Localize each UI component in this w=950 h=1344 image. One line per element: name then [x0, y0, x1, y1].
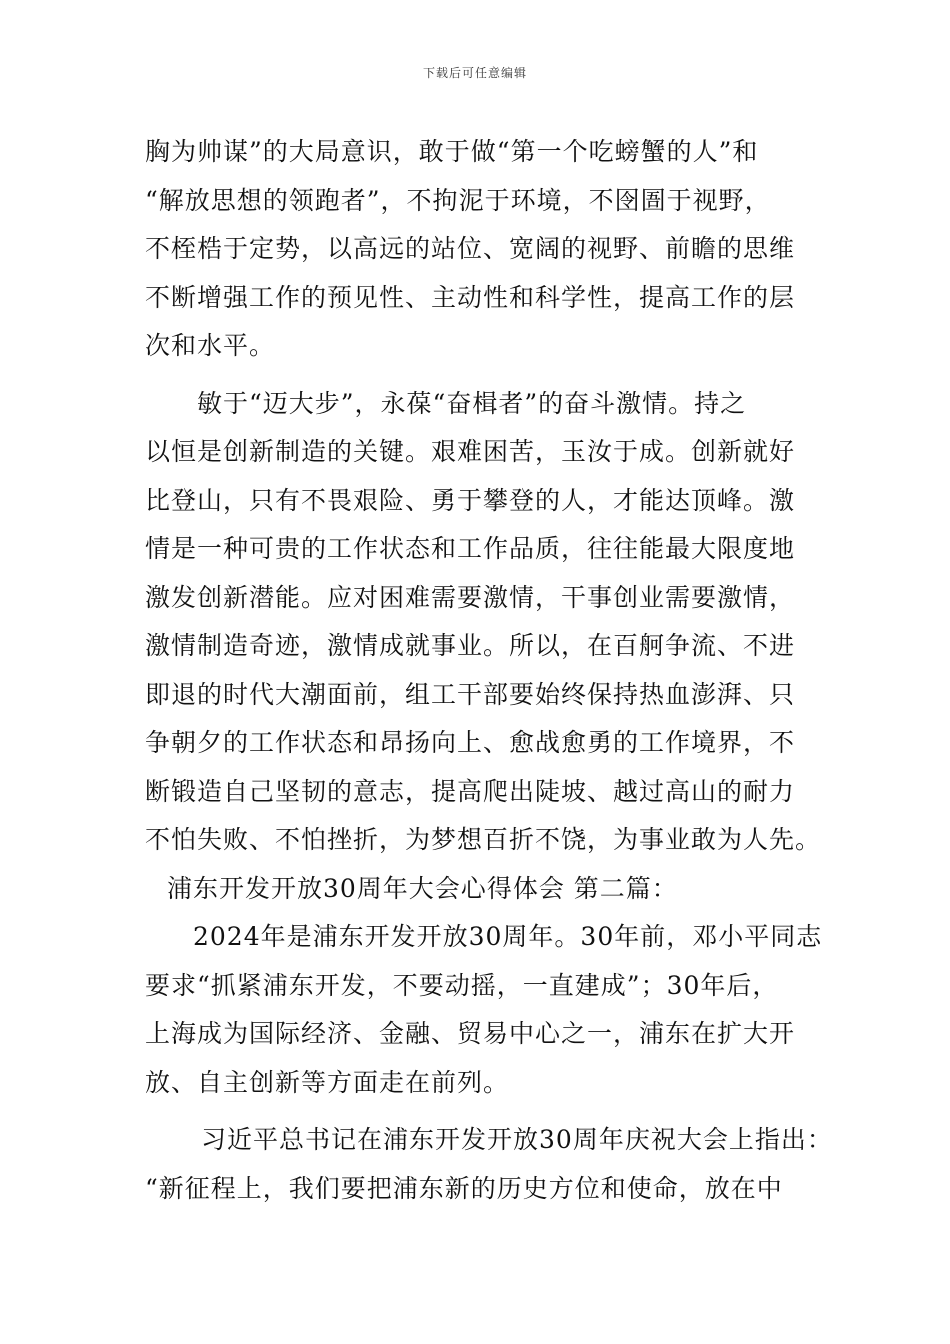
text-line: 要求“抓紧浦东开发，不要动摇，一直建成”；30年后， — [145, 970, 779, 1000]
text-line: 不怕失败、不怕挫折，为梦想百折不饶，为事业敢为人先。 — [145, 825, 822, 854]
text-line: 比登山，只有不畏艰险、勇于攀登的人，才能达顶峰。激 — [145, 485, 796, 515]
text-line: “新征程上，我们要把浦东新的历史方位和使命，放在中 — [145, 1173, 783, 1203]
paragraph-start: 敏于“迈大步”，永葆“奋楫者”的奋斗激情。持之 — [197, 388, 747, 418]
text-line: 激情制造奇迹，激情成就事业。所以，在百舸争流、不进 — [145, 631, 796, 660]
text-line: 胸为帅谋”的大局意识，敢于做“第一个吃螃蟹的人”和 — [145, 137, 759, 166]
text-line: 断锻造自己坚韧的意志，提高爬出陡坡、越过高山的耐力 — [145, 776, 796, 806]
text-line: 放、自主创新等方面走在前列。 — [145, 1067, 510, 1097]
text-line: 即退的时代大潮面前，组工干部要始终保持热血澎湃、只 — [145, 679, 796, 709]
text-line: 不断增强工作的预见性、主动性和科学性，提高工作的层 — [145, 282, 796, 312]
paragraph-start: 习近平总书记在浦东开发开放30周年庆祝大会上指出： — [201, 1125, 833, 1154]
page-header-note: 下载后可任意编辑 — [422, 66, 527, 80]
text-line: 激发创新潜能。应对困难需要激情，干事创业需要激情， — [145, 582, 796, 612]
document-body — [145, 128, 833, 1213]
text-line: “解放思想的领跑者”，不拘泥于环境，不囹圄于视野， — [145, 185, 771, 215]
text-line: 以恒是创新制造的关键。艰难困苦，玉汝于成。创新就好 — [145, 437, 796, 466]
text-line: 上海成为国际经济、金融、贸易中心之一，浦东在扩大开 — [145, 1019, 796, 1048]
paragraph-start: 2024年是浦东开发开放30周年。30年前，邓小平同志 — [193, 922, 823, 951]
text-line: 不桎梏于定势，以高远的站位、宽阔的视野、前瞻的思维 — [145, 234, 796, 263]
section-heading: 浦东开发开放30周年大会心得体会 第二篇： — [167, 873, 678, 903]
text-line: 次和水平。 — [145, 331, 276, 360]
text-line: 情是一种可贵的工作状态和工作品质，往往能最大限度地 — [145, 534, 796, 563]
text-line: 争朝夕的工作状态和昂扬向上、愈战愈勇的工作境界，不 — [145, 728, 796, 757]
